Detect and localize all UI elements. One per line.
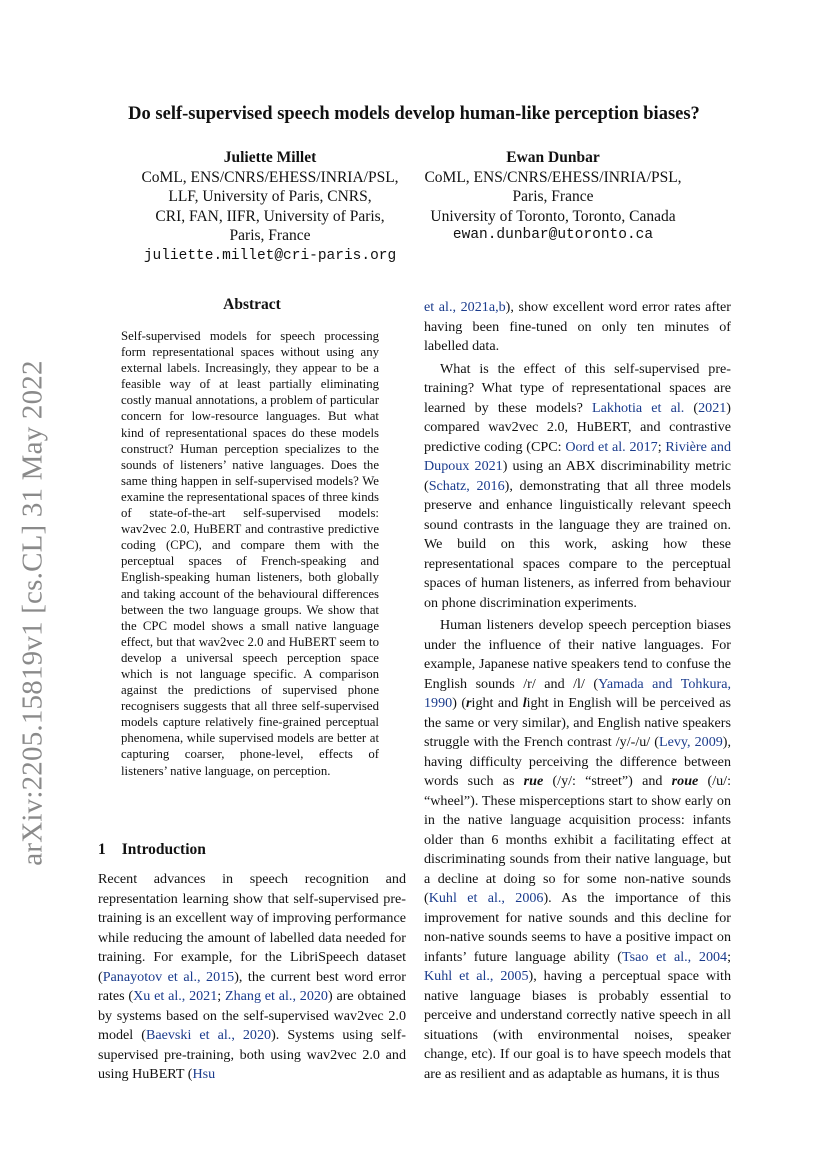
author-affiliation: CRI, FAN, IIFR, University of Paris, [155, 207, 385, 225]
emphasis-text: l [522, 695, 527, 711]
citation-link[interactable]: Hsu [192, 1066, 216, 1082]
citation-link[interactable]: Kuhl et al., 2005 [424, 968, 529, 984]
paper-title: Do self-supervised speech models develop human-like perception biases? [128, 104, 700, 124]
author-affiliation: Paris, France [229, 227, 311, 245]
text-run: ; [217, 988, 225, 1004]
arxiv-sidebar [15, 353, 51, 873]
text-run: Recent advances in speech recognition and representation learning show that self-supervised pre-training is an excellent way of improving performance while reducing the amount of labelled data needed for training. For example, for the LibriSpeech dataset ( [98, 871, 406, 985]
citation-link[interactable]: Schatz, 2016 [428, 477, 505, 494]
text-run: ight in English will be perceived as the same or very similar), and English native speakers struggle with the French contrast /y/-/u/ ( [424, 695, 731, 750]
citation-link[interactable]: Kuhl et al., 2006 [428, 890, 544, 906]
author-email[interactable]: ewan.dunbar@utoronto.ca [452, 227, 654, 244]
author-email[interactable]: juliette.millet@cri-paris.org [143, 247, 397, 264]
intro-paragraph [424, 616, 731, 1084]
text-run: ; [727, 948, 732, 965]
intro-column-right [424, 298, 731, 1084]
section-number: 1 [98, 841, 106, 858]
citation-link[interactable]: Rivière and Dupoux 2021 [424, 438, 732, 474]
emphasis-text: rue [523, 773, 544, 789]
text-run: ) ( [452, 695, 467, 711]
text-run: ; [657, 438, 666, 455]
text-run: (/u/: “wheel”). These misperceptions start to show early on in the native language acquisition process: infants older than 6 months exhibit a facilitating effect at discriminating sounds from their native language, but a decline at doing so for some non-native sounds ( [424, 773, 731, 906]
citation-link[interactable]: 2021 [698, 399, 727, 416]
text-run: ), show excellent word error rates after having been fine-tuned on only ten minutes of labelled data. [424, 299, 731, 354]
author-name: Ewan Dunbar [506, 149, 600, 166]
author-affiliation: CoML, ENS/CNRS/EHESS/INRIA/PSL, [141, 168, 399, 186]
text-run: ) using an ABX discriminability metric ( [424, 458, 732, 494]
text-run: ), having difficulty perceiving the difference between words such as [424, 734, 732, 789]
author-affiliation: University of Toronto, Toronto, Canada [430, 207, 676, 225]
author-block-1 [128, 148, 412, 267]
text-run: What is the effect of this self-supervised pre-training? What type of representational spaces are learned by these models? [424, 360, 731, 416]
citation-link[interactable]: Oord et al. 2017 [565, 438, 658, 455]
text-run: ) compared wav2vec 2.0, HuBERT, and contrastive predictive coding (CPC: [424, 399, 731, 455]
arxiv-identifier[interactable]: arXiv:2205.15819v1 [cs.CL] 31 May 2022 [16, 360, 49, 866]
intro-paragraph [424, 360, 731, 614]
text-run: ( [684, 399, 699, 416]
text-run: ). Systems using self-supervised pre-training, both using wav2vec 2.0 and using HuBERT ( [98, 1027, 406, 1082]
citation-link[interactable]: Yamada and Tohkura, 1990 [424, 675, 732, 711]
text-run: ), demonstrating that all three models preserve and enhance linguistically relevant speech sound contrasts in the language they are trained on. We build on this work, asking how these representational spaces compare to the perceptual spaces of human listeners, as inferred from behaviour on phone discrimination experiments. [424, 477, 731, 611]
author-block-2 [410, 148, 696, 246]
author-affiliation: Paris, France [512, 188, 594, 206]
text-run: ), the current best word error rates ( [98, 968, 406, 1004]
text-run: Human listeners develop speech perception biases under the influence of their native languages. For example, Japanese native speakers tend to confuse the English sounds /r/ and /l/ ( [424, 617, 731, 692]
citation-link[interactable]: Tsao et al., 2004 [622, 948, 728, 965]
citation-link[interactable]: Xu et al., 2021 [133, 988, 218, 1004]
intro-paragraph-left [98, 870, 406, 1085]
text-run: ) are obtained by systems based on the self-supervised wav2vec 2.0 model ( [98, 988, 406, 1043]
emphasis-text: r [466, 695, 472, 711]
intro-paragraph [424, 298, 731, 357]
citation-link[interactable]: Levy, 2009 [658, 734, 723, 750]
author-name: Juliette Millet [223, 149, 317, 166]
emphasis-text: roue [671, 773, 699, 789]
citation-link[interactable]: Baevski et al., 2020 [145, 1027, 272, 1043]
section-heading [98, 841, 206, 859]
text-run: ). As the importance of this improvement for native sounds and this decline for non-native sounds seems to have a positive impact on infants’ future language ability ( [424, 890, 731, 965]
text-run: (/y/: “street”) and [543, 773, 672, 789]
author-affiliation: LLF, University of Paris, CNRS, [168, 188, 372, 206]
abstract-text: Self-supervised models for speech processing form representational spaces without using any external labels. Increasingly, they appear to be a feasible way of at least partially eliminating costly manual annotations, a problem of particular concern for low-resource languages. But what kind of representational spaces do these models construct? Human perception specializes to the sounds of listeners’ native languages. Does the same thing happen in self-supervised models? We examine the representational spaces of three kinds of state-of-the-art self-supervised models: wav2vec 2.0, HuBERT and contrastive predictive coding (CPC), and compare them with the perceptual spaces of French-speaking and English-speaking human listeners, both globally and taking account of the behavioural differences between the two language groups. We show that the CPC model shows a small native language effect, but that wav2vec 2.0 and HuBERT seem to develop a universal speech perception space which is not language specific. A comparison against the predictions of supervised phone recognisers suggests that all three self-supervised models capture relatively fine-grained perceptual phenomena, while supervised models are better at capturing coarser, phone-level, effects of listeners’ native language, on perception. [121, 329, 379, 778]
author-affiliation: CoML, ENS/CNRS/EHESS/INRIA/PSL, [424, 168, 682, 186]
abstract-heading: Abstract [223, 296, 281, 313]
citation-link[interactable]: Zhang et al., 2020 [225, 988, 328, 1004]
text-run: ight and [471, 695, 523, 711]
citation-link[interactable]: et al., 2021a,b [424, 299, 506, 315]
section-title: Introduction [121, 841, 206, 858]
citation-link[interactable]: Panayotov et al., 2015 [102, 968, 235, 985]
text-run: ), having a perceptual space with native language biases is probably essential to perceive and understand correctly native speech in all situations (with environmental noises, speaker change, etc). If our goal is to have speech models that are as resilient and as adaptable as humans, it is thus [424, 968, 731, 1082]
citation-link[interactable]: Lakhotia et al. [592, 399, 685, 416]
